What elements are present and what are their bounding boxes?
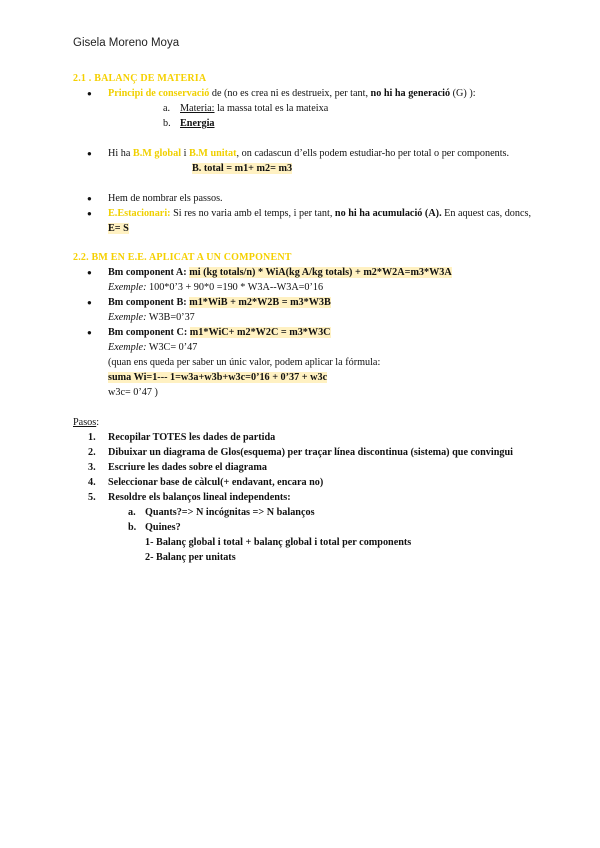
step-number: 4.: [88, 477, 96, 488]
component-a-label: Bm component A:: [108, 267, 190, 278]
author-name: Gisela Moreno Moya: [73, 37, 180, 49]
component-c-label: Bm component C:: [108, 327, 190, 338]
bm-intro: Hi ha: [108, 148, 133, 159]
component-c-example: W3C= 0’47: [146, 342, 198, 353]
materia-text: la massa total es la mateixa: [214, 103, 329, 114]
bullet-component-c: [73, 325, 543, 400]
materia-label: Materia:: [180, 103, 215, 114]
bullet-global-unit: [73, 146, 543, 176]
step-item: [73, 430, 543, 445]
example-label: Exemple:: [108, 312, 147, 323]
conservation-sublist: [108, 101, 543, 131]
bullet-steps: ● Hem de nombrar els passos.: [73, 191, 543, 206]
component-a-example: 100*0’3 + 90*0 =190 * W3A--W3A=0’16: [146, 282, 324, 293]
es-formula: E= S: [108, 223, 129, 234]
bm-unit-term: B.M unitat: [188, 148, 237, 159]
steps-heading: [73, 415, 543, 430]
steps-list: [73, 430, 543, 565]
step-item: [73, 460, 543, 475]
section-1-list-3: [73, 191, 543, 236]
step-number: 3.: [88, 462, 96, 473]
sum-formula: suma Wi=1--- 1=w3a+w3b+w3c=0’16 + 0’37 + w3c: [108, 372, 328, 383]
steps-sub-text: Quines?: [145, 522, 181, 533]
steady-state-term: E.Estacionari:: [108, 208, 171, 219]
generation-symbol: (G) ):: [450, 88, 476, 99]
section-2-list: [73, 265, 543, 400]
bm-and: i: [181, 148, 189, 159]
section-1-heading: 2.1 . BALANÇ DE MATERIA: [73, 73, 207, 84]
conservation-text: de (no es crea ni es destrueix, per tant,: [209, 88, 371, 99]
steps-sub-text: Quants?=> N incógnitas => N balanços: [145, 507, 315, 518]
section-1-list-2: [73, 146, 543, 176]
sublist-item-materia: [108, 101, 543, 116]
section-1-list: [73, 86, 543, 131]
step-text: Recopilar TOTES les dades de partida: [108, 432, 276, 443]
component-b-label: Bm component B:: [108, 297, 190, 308]
component-a-formula: mi (kg totals/n) * WiA(kg A/kg totals) + m2*W2A=m3*W3A: [189, 267, 452, 278]
steps-sublist: [73, 505, 543, 535]
conservation-term: Principi de conservació: [108, 88, 210, 99]
total-formula: B. total = m1+ m2= m3: [192, 163, 293, 174]
document-body: [73, 71, 543, 565]
step-text: Escriure les dades sobre el diagrama: [108, 462, 267, 473]
no-generation-text: no hi ha generació: [370, 88, 451, 99]
bullet-component-a: [73, 265, 543, 295]
step-item: [73, 490, 543, 565]
deep-item: 2- Balanç per unitats: [145, 552, 236, 563]
formula-note: (quan ens queda per saber un únic valor, podem aplicar la fórmula:: [108, 357, 381, 368]
bullet-steady-state: [73, 206, 543, 236]
bm-text: , on cadascun d’ells podem estudiar-ho per total o per components.: [236, 148, 510, 159]
sublist-marker: a.: [163, 103, 171, 114]
step-text: Seleccionar base de càlcul(+ endavant, encara no): [108, 477, 324, 488]
example-label: Exemple:: [108, 282, 147, 293]
sublist-item-energia: [108, 116, 543, 131]
bullet-component-b: [73, 295, 543, 325]
component-b-formula: m1*WiB + m2*W2B = m3*W3B: [189, 297, 331, 308]
step-number: 1.: [88, 432, 96, 443]
sublist-marker: b.: [128, 522, 137, 533]
steps-sub-item: [73, 520, 543, 535]
deep-item: 1- Balanç global i total + balanç global i total per components: [145, 537, 412, 548]
steady-state-text: Si res no varia amb el temps, i per tant,: [170, 208, 335, 219]
step-item: [73, 475, 543, 490]
component-c-formula: m1*WiC+ m2*W2C = m3*W3C: [189, 327, 331, 338]
no-accumulation-text: no hi ha acumulació (A).: [334, 208, 442, 219]
sublist-marker: a.: [128, 507, 136, 518]
sublist-marker: b.: [163, 118, 171, 129]
steps-sub-item: [73, 505, 543, 520]
step-number: 5.: [88, 492, 96, 503]
section-2-heading: 2.2. BM EN E.E. APLICAT A UN COMPONENT: [73, 252, 292, 263]
energia-label: Energia: [180, 118, 215, 129]
steady-state-cont: En aquest cas, doncs,: [441, 208, 532, 219]
steps-colon: :: [96, 417, 100, 428]
steps-title: Pasos: [73, 417, 97, 428]
component-b-example: W3B=0’37: [146, 312, 195, 323]
step-text: Resoldre els balanços lineal independents:: [108, 492, 291, 503]
example-label: Exemple:: [108, 342, 147, 353]
sum-result: w3c= 0’47 ): [108, 387, 158, 398]
bm-global-term: B.M global: [132, 148, 182, 159]
bullet-conservation: [73, 86, 543, 131]
step-item: [73, 445, 543, 460]
step-text: Dibuixar un diagrama de Glos(esquema) per traçar línea discontinua (sistema) que convingui: [108, 447, 513, 458]
step-number: 2.: [88, 447, 96, 458]
